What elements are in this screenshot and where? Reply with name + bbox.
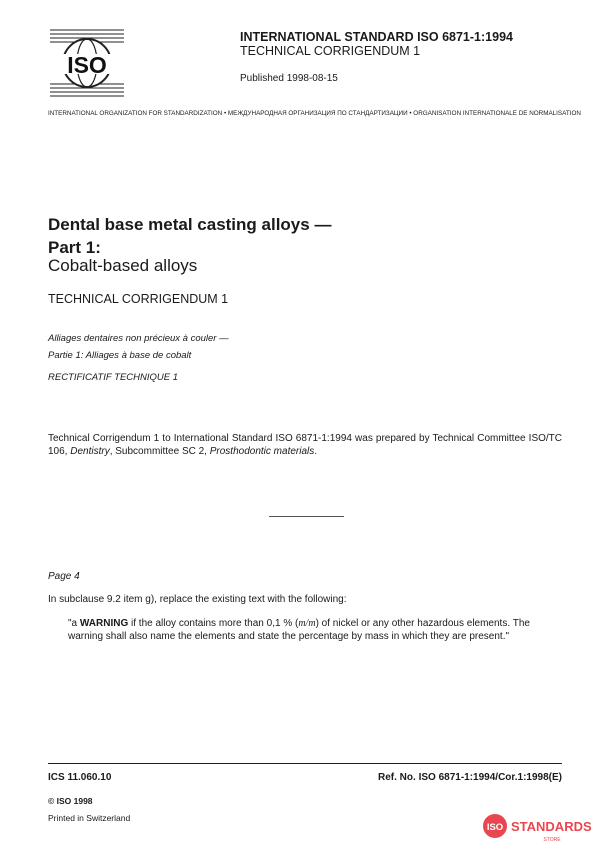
iso-logo (48, 28, 126, 98)
standards-store-logo (482, 811, 594, 845)
intro-paragraph: Technical Corrigendum 1 to International Standard ISO 6871-1:1994 was prepared by Technical Committee ISO/TC 106, Dentistry, Subcommittee SC 2, Prosthodontic materials. (48, 433, 562, 457)
correction-instruction: In subclause 9.2 item g), replace the existing text with the following: (48, 594, 347, 605)
published-date: Published 1998-08-15 (240, 73, 338, 84)
french-part: Partie 1: Alliages à base de cobalt (48, 350, 192, 361)
organization-line: INTERNATIONAL ORGANIZATION FOR STANDARDIZATION • МЕЖДУНАРОДНАЯ ОРГАНИЗАЦИЯ ПО СТАНДАРТИЗАЦИИ • ORGANISATION INTERNATIONALE DE NORMALISATION (48, 110, 581, 117)
ics-code: ICS 11.060.10 (48, 772, 112, 783)
subcommittee-name: Prosthodontic materials (209, 446, 315, 457)
mass-fraction-unit: m/m (298, 618, 316, 629)
copyright: © ISO 1998 (48, 796, 93, 806)
page-reference: Page 4 (48, 571, 80, 582)
warning-word: WARNING (79, 618, 129, 629)
standard-title: INTERNATIONAL STANDARD ISO 6871-1:1994 (240, 30, 513, 44)
document-part: Part 1: (48, 238, 101, 257)
section-divider (269, 516, 344, 517)
footer-rule (48, 763, 562, 764)
technical-corrigendum-label: TECHNICAL CORRIGENDUM 1 (48, 292, 229, 306)
iso-logo-text: ISO (67, 52, 107, 78)
document-title: Dental base metal casting alloys — (48, 215, 332, 234)
svg-text:STANDARDS: STANDARDS (511, 819, 592, 834)
replacement-text: "a WARNING if the alloy contains more than 0,1 % (m/m) of nickel or any other hazardous elements. The warning shall also name the elements and state the percentage by mass in which they are present." (68, 618, 530, 642)
printed-location: Printed in Switzerland (48, 813, 131, 823)
document-subtitle: Cobalt-based alloys (48, 256, 198, 275)
committee-name: Dentistry (70, 446, 110, 457)
svg-text:STORE: STORE (543, 837, 561, 843)
corrigendum-header: TECHNICAL CORRIGENDUM 1 (240, 44, 421, 58)
french-corrigendum: RECTIFICATIF TECHNIQUE 1 (48, 372, 179, 383)
svg-text:ISO: ISO (486, 822, 504, 833)
french-title: Alliages dentaires non précieux à couler — (48, 333, 229, 344)
reference-number: Ref. No. ISO 6871-1:1994/Cor.1:1998(E) (378, 772, 562, 783)
